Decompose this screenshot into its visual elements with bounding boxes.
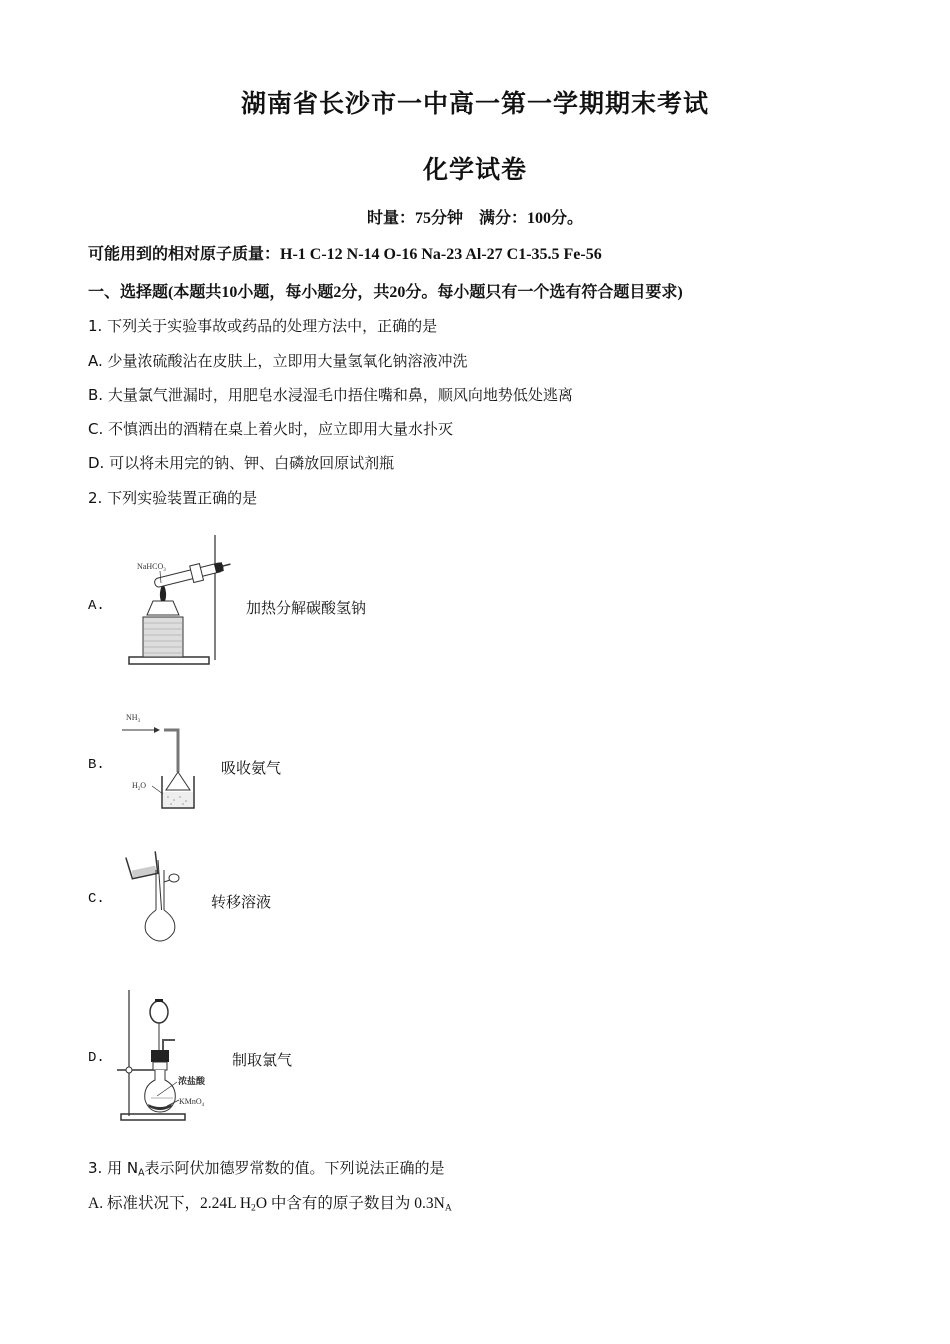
- atomic-masses: 可能用到的相对原子质量：H-1 C-12 N-14 O-16 Na-23 Al-27 C1-35.5 Fe-56: [88, 246, 602, 263]
- avogadro-subscript: A: [138, 1167, 145, 1179]
- water-subscript: 2: [251, 1202, 256, 1214]
- question-2-option-d-caption: 制取氯气: [232, 1051, 293, 1069]
- heating-apparatus-figure: [125, 535, 235, 670]
- section-heading: 一、选择题(本题共10小题，每小题2分，共20分。每小题只有一个选有符合题目要求): [88, 284, 683, 301]
- question-3-stem: [88, 1157, 444, 1178]
- question-1-option-b: B. 大量氯气泄漏时，用肥皂水浸湿毛巾捂住嘴和鼻，顺风向地势低处逃离: [88, 386, 573, 404]
- question-1-option-d: D. 可以将未用完的钠、钾、白磷放回原试剂瓶: [88, 454, 395, 472]
- svg-text:H2O: $H_2O$: [132, 781, 147, 792]
- svg-text:KMnO4: KMnO$_4$: [179, 1097, 205, 1108]
- question-3-option-a: [88, 1191, 452, 1213]
- question-1-option-a: A. 少量浓硫酸沾在皮肤上，立即用大量氢氧化钠溶液冲洗: [88, 352, 468, 370]
- ammonia-absorption-figure: [120, 710, 200, 810]
- chlorine-generation-figure: [115, 988, 225, 1123]
- question-2-stem: 2. 下列实验装置正确的是: [88, 489, 258, 507]
- question-1-stem: 1. 下列关于实验事故或药品的处理方法中，正确的是: [88, 317, 438, 335]
- volumetric-flask-figure: [122, 848, 192, 943]
- question-2-option-d-label: D.: [88, 1050, 105, 1066]
- exam-title: 湖南省长沙市一中高一第一学期期末考试: [240, 89, 709, 118]
- svg-text:浓盐酸: 浓盐酸: [178, 1077, 206, 1087]
- question-3-stem-suffix: 表示阿伏加德罗常数的值。下列说法正确的是: [144, 1159, 445, 1177]
- question-1-option-c: C. 不慎洒出的酒精在桌上着火时，应立即用大量水扑灭: [88, 420, 454, 438]
- svg-text:NH3: $NH_3$: [126, 713, 141, 724]
- svg-text:NaHCO3: NaHCO$_3$: [137, 562, 166, 573]
- question-2-option-c-caption: 转移溶液: [211, 893, 272, 911]
- exam-time-info: 时量：75分钟 满分：100分。: [366, 210, 583, 227]
- question-2-option-b-caption: 吸收氨气: [221, 759, 282, 777]
- option-a-text-1: A. 标准状况下，2.24L H: [88, 1195, 252, 1212]
- option-a-text-2: O 中含有的原子数目为 0.3N: [255, 1195, 445, 1212]
- question-3-stem-prefix: 3. 用 N: [88, 1159, 139, 1177]
- question-2-option-b-label: B.: [88, 757, 105, 773]
- question-2-option-c-label: C.: [88, 891, 105, 907]
- avogadro-subscript: A: [444, 1202, 452, 1214]
- exam-subtitle: 化学试卷: [422, 155, 527, 184]
- question-2-option-a-caption: 加热分解碳酸氢钠: [246, 599, 367, 617]
- question-2-option-a-label: A.: [88, 598, 105, 614]
